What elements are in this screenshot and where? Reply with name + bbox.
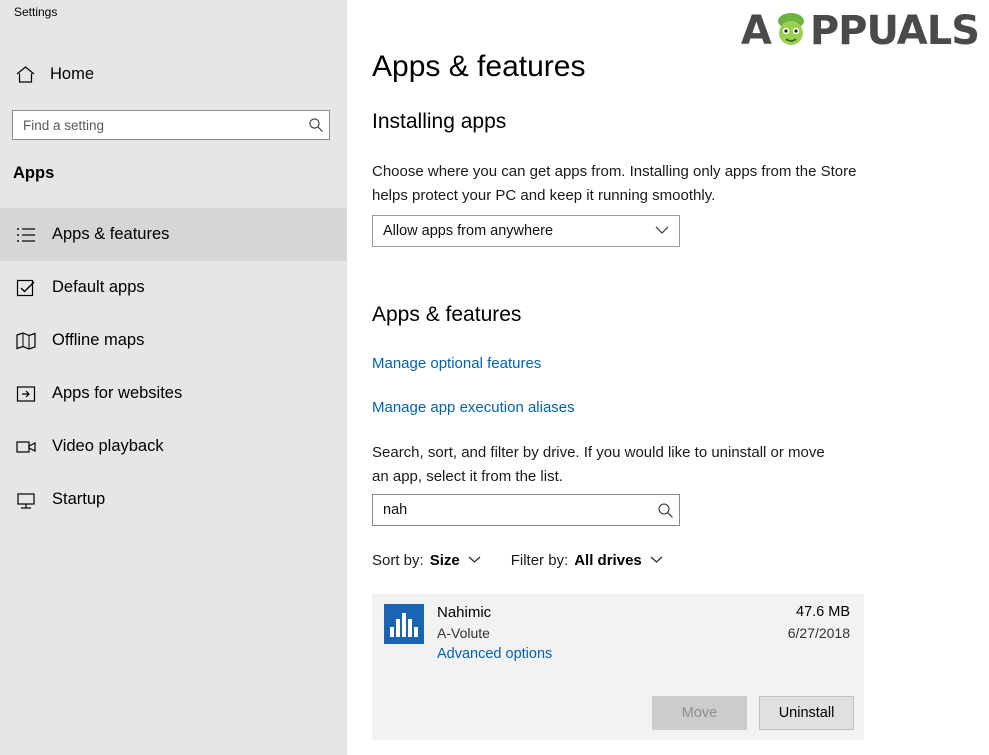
advanced-options-link[interactable]: Advanced options: [437, 646, 553, 662]
sidebar-item-startup[interactable]: [0, 473, 347, 526]
chevron-down-icon: [468, 555, 481, 567]
watermark: [741, 8, 979, 54]
app-list-item-nahimic[interactable]: [372, 594, 864, 740]
apps-features-description: Search, sort, and filter by drive. If you would like to uninstall or move an app, select it from the list.: [372, 444, 825, 485]
map-icon: [14, 329, 38, 353]
sidebar-nav-list: [0, 208, 347, 526]
sidebar-category-label: Apps: [13, 164, 55, 182]
page-title: Apps & features: [372, 50, 586, 83]
app-publisher: A-Volute: [437, 625, 490, 641]
install-source-value: Allow apps from anywhere: [383, 223, 554, 239]
startup-icon: [14, 488, 38, 512]
sidebar-item-apps-features[interactable]: [0, 208, 347, 261]
sidebar-item-label: Apps & features: [52, 225, 170, 243]
app-install-date: 6/27/2018: [787, 625, 850, 641]
sidebar-item-label: Video playback: [52, 437, 164, 455]
sidebar-item-label: Default apps: [52, 278, 145, 296]
sort-by-dropdown[interactable]: [372, 552, 481, 569]
search-input[interactable]: [13, 111, 303, 139]
sort-by-value: Size: [429, 552, 460, 569]
uninstall-button[interactable]: Uninstall: [759, 696, 854, 730]
watermark-text: PPUALS: [809, 8, 979, 54]
chevron-down-icon: [650, 555, 663, 567]
apps-features-heading: Apps & features: [372, 303, 522, 326]
video-camera-icon: [14, 435, 38, 459]
window-title: Settings: [14, 5, 58, 19]
checkbox-icon: [14, 276, 38, 300]
main-content: [347, 0, 989, 755]
sidebar-item-home[interactable]: [0, 56, 347, 92]
list-icon: [14, 223, 38, 247]
search-icon: [303, 117, 329, 133]
app-size: 47.6 MB: [796, 604, 850, 620]
move-button[interactable]: Move: [652, 696, 747, 730]
window-arrow-icon: [14, 382, 38, 406]
sort-by-label: Sort by:: [372, 552, 424, 569]
watermark-mascot-icon: [774, 9, 808, 53]
installing-apps-description: Choose where you can get apps from. Installing only apps from the Store helps protect your PC and keep it running smoothly.: [372, 163, 857, 204]
sidebar-item-label: Offline maps: [52, 331, 145, 349]
app-actions: [652, 696, 854, 730]
home-icon: [14, 63, 36, 85]
chevron-down-icon: [655, 224, 669, 238]
sidebar-item-video-playback[interactable]: [0, 420, 347, 473]
nahimic-app-icon: [384, 604, 424, 644]
installing-apps-heading: Installing apps: [372, 110, 507, 133]
sidebar-item-label: Apps for websites: [52, 384, 183, 402]
filter-by-value: All drives: [574, 552, 642, 569]
settings-search-box[interactable]: [12, 110, 330, 140]
search-icon: [651, 502, 679, 519]
app-name: Nahimic: [437, 604, 492, 621]
sidebar-item-offline-maps[interactable]: [0, 314, 347, 367]
app-list-search-box[interactable]: [372, 494, 680, 526]
manage-app-execution-aliases-link[interactable]: Manage app execution aliases: [372, 399, 575, 416]
sidebar-home-label: Home: [50, 64, 95, 83]
install-source-dropdown[interactable]: [372, 215, 680, 247]
sidebar: [0, 0, 347, 755]
sidebar-item-default-apps[interactable]: [0, 261, 347, 314]
sidebar-item-label: Startup: [52, 490, 106, 508]
manage-optional-features-link[interactable]: Manage optional features: [372, 355, 542, 372]
filter-by-label: Filter by:: [510, 552, 569, 569]
app-search-input[interactable]: [373, 495, 651, 525]
filter-bar: [372, 552, 663, 569]
filter-by-dropdown[interactable]: [511, 552, 663, 569]
sidebar-item-apps-for-websites[interactable]: [0, 367, 347, 420]
watermark-lead: A: [740, 8, 772, 54]
